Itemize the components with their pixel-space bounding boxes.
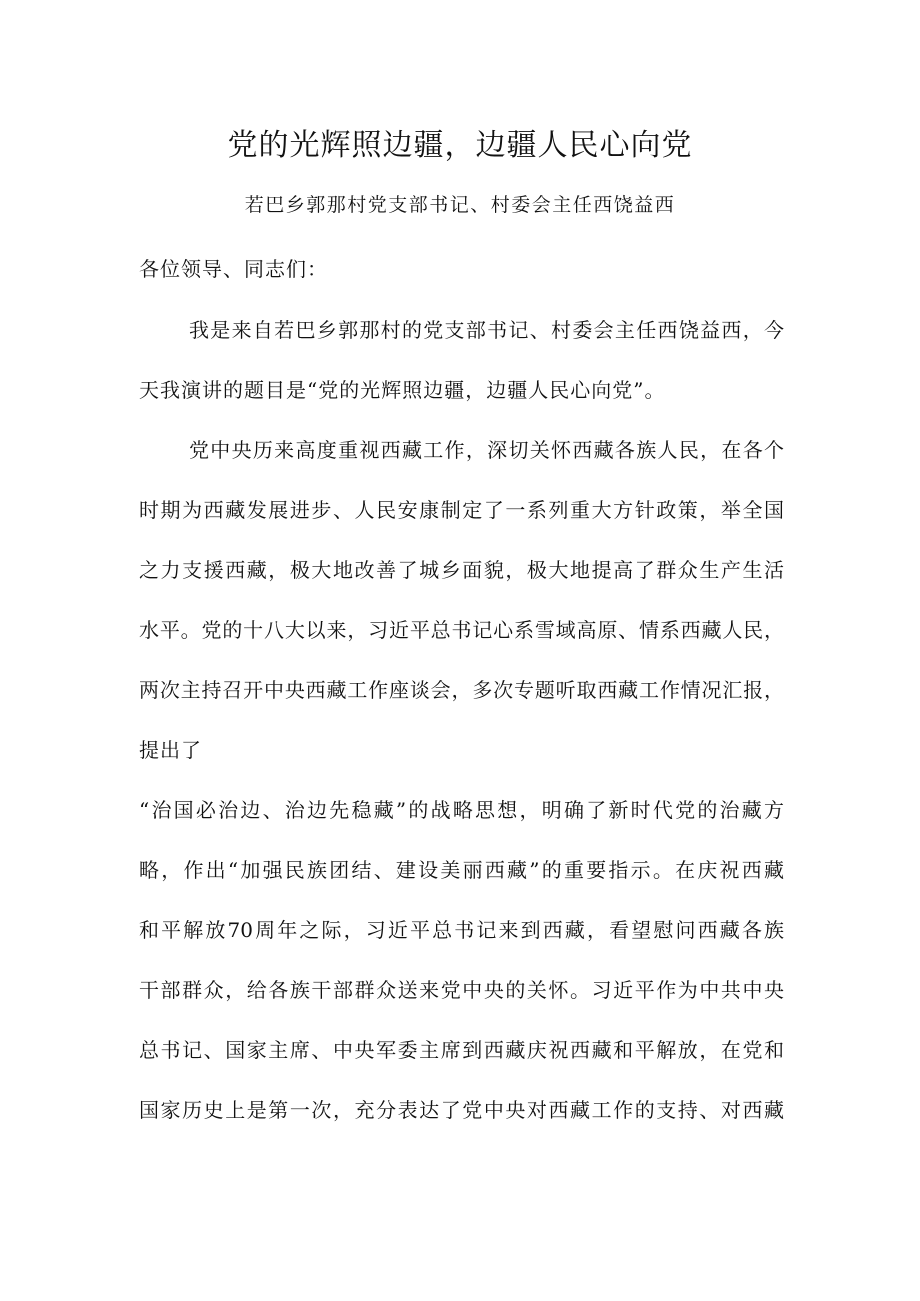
salutation: 各位领导、同志们： [139,257,328,281]
paragraph-line: 水平。党的十八大以来，习近平总书记心系雪域高原、情系西藏人民， [139,618,784,642]
paragraph-line: 我是来自若巴乡郭那村的党支部书记、村委会主任西饶益西，今 [189,318,784,342]
paragraph-line: 总书记、国家主席、中央军委主席到西藏庆祝西藏和平解放，在党和 [139,1038,784,1062]
paragraph-line: 时期为西藏发展进步、人民安康制定了一系列重大方针政策，举全国 [139,498,784,522]
paragraph-line: “治国必治边、治边先稳藏”的战略思想，明确了新时代党的治藏方 [139,798,784,822]
paragraph-line: 党中央历来高度重视西藏工作，深切关怀西藏各族人民，在各个 [189,438,784,462]
paragraph-line: 提出了 [139,738,202,762]
paragraph-line: 国家历史上是第一次，充分表达了党中央对西藏工作的支持、对西藏 [139,1098,784,1122]
paragraph-line: 两次主持召开中央西藏工作座谈会，多次专题听取西藏工作情况汇报， [139,678,784,702]
paragraph-line: 略，作出“加强民族团结、建设美丽西藏”的重要指示。在庆祝西藏 [139,858,784,882]
paragraph-line: 之力支援西藏，极大地改善了城乡面貌，极大地提高了群众生产生活 [139,558,784,582]
paragraph-line: 干部群众，给各族干部群众送来党中央的关怀。习近平作为中共中央 [139,978,784,1002]
document-title: 党的光辉照边疆，边疆人民心向党 [227,128,693,163]
document-subtitle: 若巴乡郭那村党支部书记、村委会主任西饶益西 [244,194,676,216]
paragraph-line: 和平解放70周年之际，习近平总书记来到西藏，看望慰问西藏各族 [139,918,784,942]
paragraph-line: 天我演讲的题目是“党的光辉照边疆，边疆人民心向党”。 [139,378,666,402]
